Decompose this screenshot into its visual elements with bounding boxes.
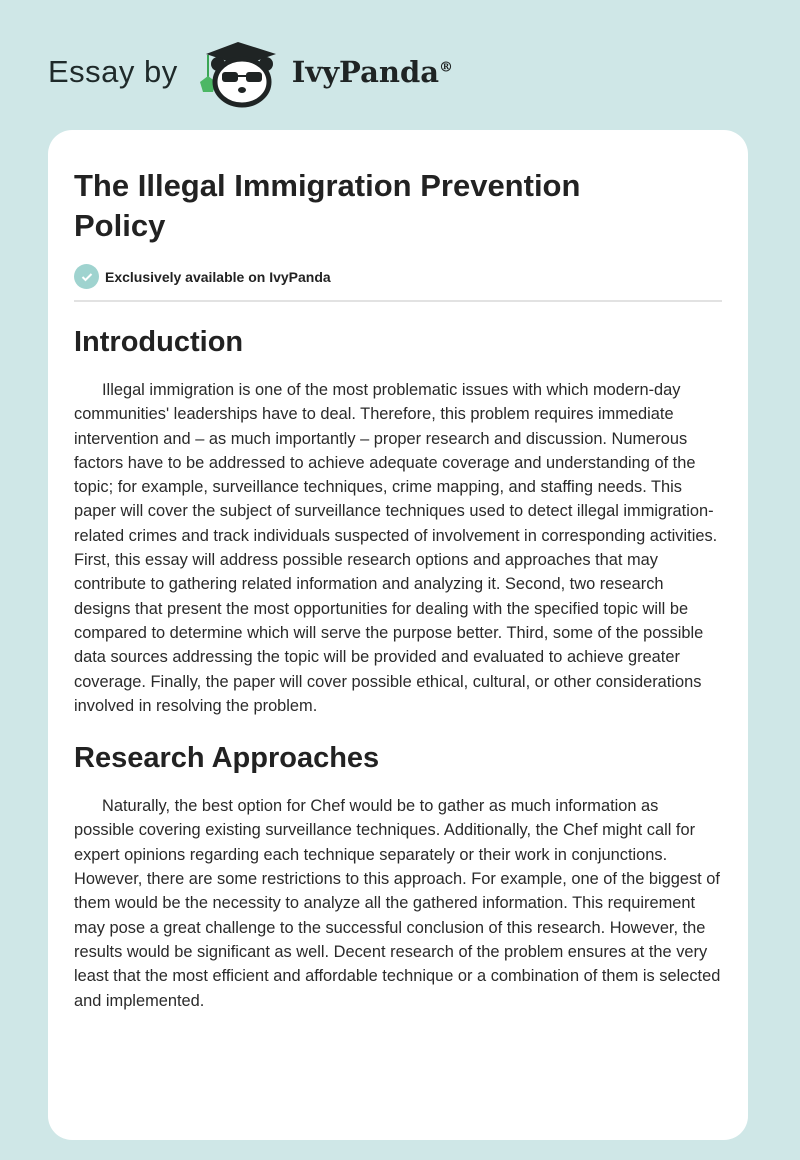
essay-by-label: Essay by bbox=[48, 54, 178, 89]
section-heading: Introduction bbox=[74, 326, 244, 358]
divider bbox=[74, 300, 722, 302]
section-paragraph: Illegal immigration is one of the most problematic issues with which modern-day communities' leaderships have to deal. Therefore, this problem requires immediate intervention and – as much importantly – proper research and discussion. Numerous factors have to be addressed to achieve adequate coverage and understanding of the topic; for example, surveillance techniques, crime mapping, and staffing needs. This paper will cover the subject of surveillance techniques used to detect illegal immigration-related crimes and track individuals suspected of involvement in corresponding activities. First, this essay will address possible research options and approaches that may contribute to gathering related information and analyzing it. Second, two research designs that present the most opportunities for dealing with the specified topic will be compared to determine which will serve the purpose better. Third, some of the possible data sources addressing the topic will be provided and evaluated to achieve greater coverage. Finally, the paper will cover possible ethical, cultural, or other considerations involved in resolving the problem. bbox=[74, 381, 718, 715]
site-header bbox=[48, 32, 453, 112]
badge-label: Exclusively available on IvyPanda bbox=[105, 268, 331, 285]
section-paragraph: Naturally, the best option for Chef would be to gather as much information as possible covering existing surveillance techniques. Additionally, the Chef might call for expert opinions regarding each technique separately or their work in conjunctions. However, there are some restrictions to this approach. For example, one of the biggest of them would be the necessity to analyze all the gathered information. This requirement may pose a great challenge to the successful conclusion of this research. However, the results would be significant as well. Decent research of the problem ensures at the very least that the most efficient and affordable technique or a combination of them is selected and implemented. bbox=[74, 797, 721, 1010]
check-icon bbox=[74, 264, 99, 289]
ivypanda-logo-icon[interactable] bbox=[196, 36, 286, 108]
article-title: The Illegal Immigration Prevention Policy bbox=[74, 168, 581, 243]
article-card bbox=[48, 130, 748, 1140]
brand-name bbox=[292, 55, 453, 89]
section-heading: Research Approaches bbox=[74, 742, 380, 775]
brand-text: IvyPanda bbox=[291, 55, 440, 89]
registered-mark: ® bbox=[439, 59, 454, 76]
exclusive-badge bbox=[74, 264, 722, 289]
